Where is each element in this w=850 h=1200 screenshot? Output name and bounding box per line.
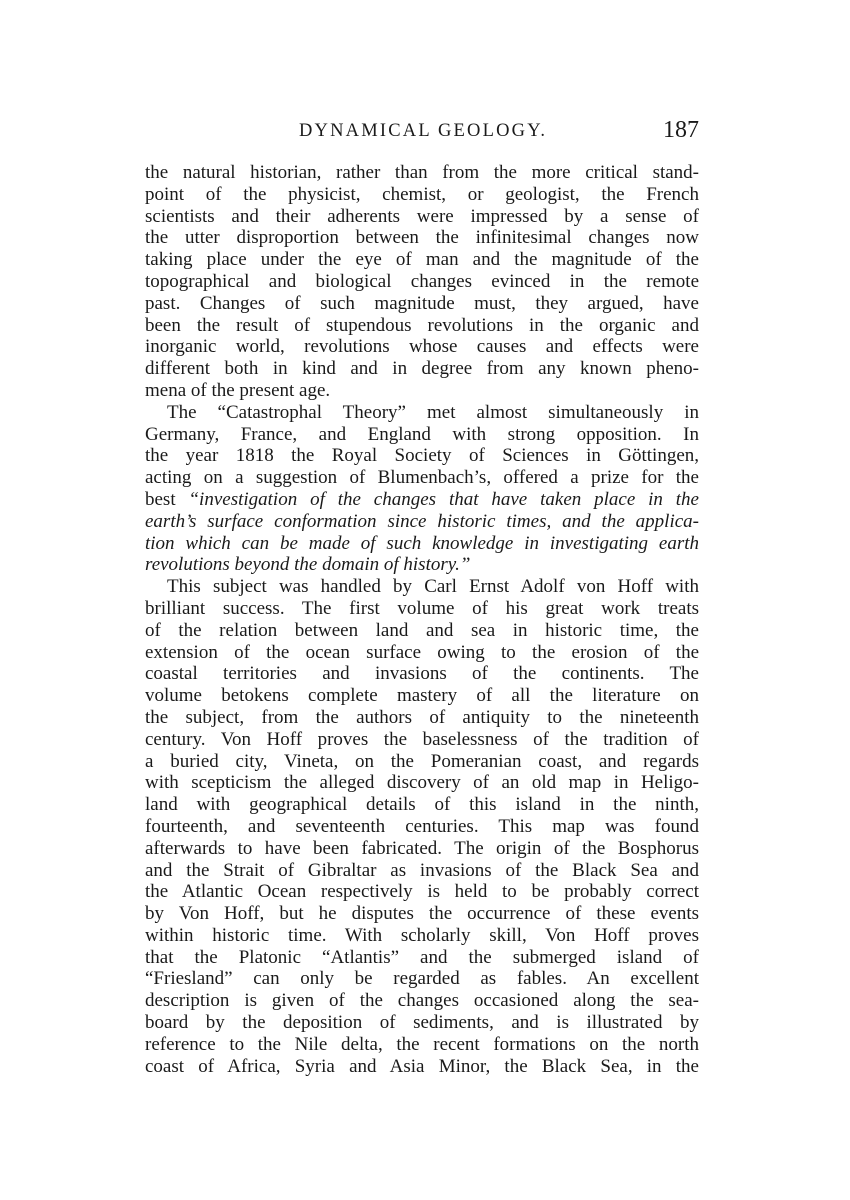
text-line: mena of the present age. <box>145 379 331 401</box>
text-line: The “Catastrophal Theory” met almost simultaneously in <box>167 401 699 423</box>
text-line: the utter disproportion between the infinitesimal changes now <box>145 227 699 249</box>
text-line: the subject, from the authors of antiquity to the nineteenth <box>145 706 699 728</box>
text-line: the Atlantic Ocean respectively is held to be probably correct <box>145 881 699 903</box>
paragraph-3 <box>145 576 699 1077</box>
text-line: past. Changes of such magnitude must, they argued, have <box>145 292 699 314</box>
text-line: different both in kind and in degree from any known pheno- <box>145 358 699 380</box>
text-line: inorganic world, revolutions whose causes and effects were <box>145 336 699 358</box>
text-line: “Friesland” can only be regarded as fables. An excellent <box>145 968 699 990</box>
text-line: topographical and biological changes evinced in the remote <box>145 270 699 292</box>
text-line: This subject was handled by Carl Ernst Adolf von Hoff with <box>167 576 699 598</box>
text-line: the natural historian, rather than from the more critical stand- <box>145 162 699 183</box>
body-text <box>145 162 699 1077</box>
text-line: taking place under the eye of man and the magnitude of the <box>145 249 699 271</box>
paragraph-1 <box>145 162 699 402</box>
text-line: point of the physicist, chemist, or geologist, the French <box>145 183 699 205</box>
quoted-italic-line: revolutions beyond the domain of history.” <box>145 554 471 576</box>
text-line: Germany, France, and England with strong opposition. In <box>145 423 699 445</box>
text-line: fourteenth, and seventeenth centuries. This map was found <box>145 815 699 837</box>
text-line: afterwards to have been fabricated. The origin of the Bosphorus <box>145 837 699 859</box>
text-line: volume betokens complete mastery of all the literature on <box>145 685 699 707</box>
running-head: DYNAMICAL GEOLOGY. <box>299 121 548 141</box>
text-line: the year 1818 the Royal Society of Sciences in Göttingen, <box>145 445 699 467</box>
quoted-italic-line: earth’s surface conformation since historic times, and the applica- <box>145 510 699 532</box>
text-line: that the Platonic “Atlantis” and the submerged island of <box>145 946 699 968</box>
text-line: description is given of the changes occasioned along the sea- <box>145 990 699 1012</box>
quoted-italic-text: “investigation of the changes that have taken place in the <box>188 488 699 510</box>
text-line <box>145 489 699 511</box>
quoted-italic-line: tion which can be made of such knowledge in investigating earth <box>145 532 699 554</box>
text-line: scientists and their adherents were impressed by a sense of <box>145 205 699 227</box>
text-line: brilliant success. The first volume of his great work treats <box>145 597 699 619</box>
text-line: within historic time. With scholarly skill, Von Hoff proves <box>145 924 699 946</box>
text-line: with scepticism the alleged discovery of an old map in Heligo- <box>145 772 699 794</box>
text-line: a buried city, Vineta, on the Pomeranian coast, and regards <box>145 750 699 772</box>
text-line: by Von Hoff, but he disputes the occurrence of these events <box>145 903 699 925</box>
text-line: of the relation between land and sea in historic time, the <box>145 619 699 641</box>
text-line: reference to the Nile delta, the recent formations on the north <box>145 1033 699 1055</box>
text-line: been the result of stupendous revolutions in the organic and <box>145 314 699 336</box>
text-line: century. Von Hoff proves the baselessness of the tradition of <box>145 728 699 750</box>
text-line: land with geographical details of this island in the ninth, <box>145 794 699 816</box>
text-line: extension of the ocean surface owing to the erosion of the <box>145 641 699 663</box>
text-line: coastal territories and invasions of the continents. The <box>145 663 699 685</box>
text-line: board by the deposition of sediments, and is illustrated by <box>145 1012 699 1034</box>
page-header <box>147 117 699 149</box>
text-roman: best <box>145 488 189 510</box>
text-line: coast of Africa, Syria and Asia Minor, the Black Sea, in the <box>145 1055 699 1077</box>
page-number: 187 <box>663 117 699 143</box>
text-line: acting on a suggestion of Blumenbach’s, offered a prize for the <box>145 467 699 489</box>
paragraph-2 <box>145 402 699 576</box>
text-line: and the Strait of Gibraltar as invasions of the Black Sea and <box>145 859 699 881</box>
